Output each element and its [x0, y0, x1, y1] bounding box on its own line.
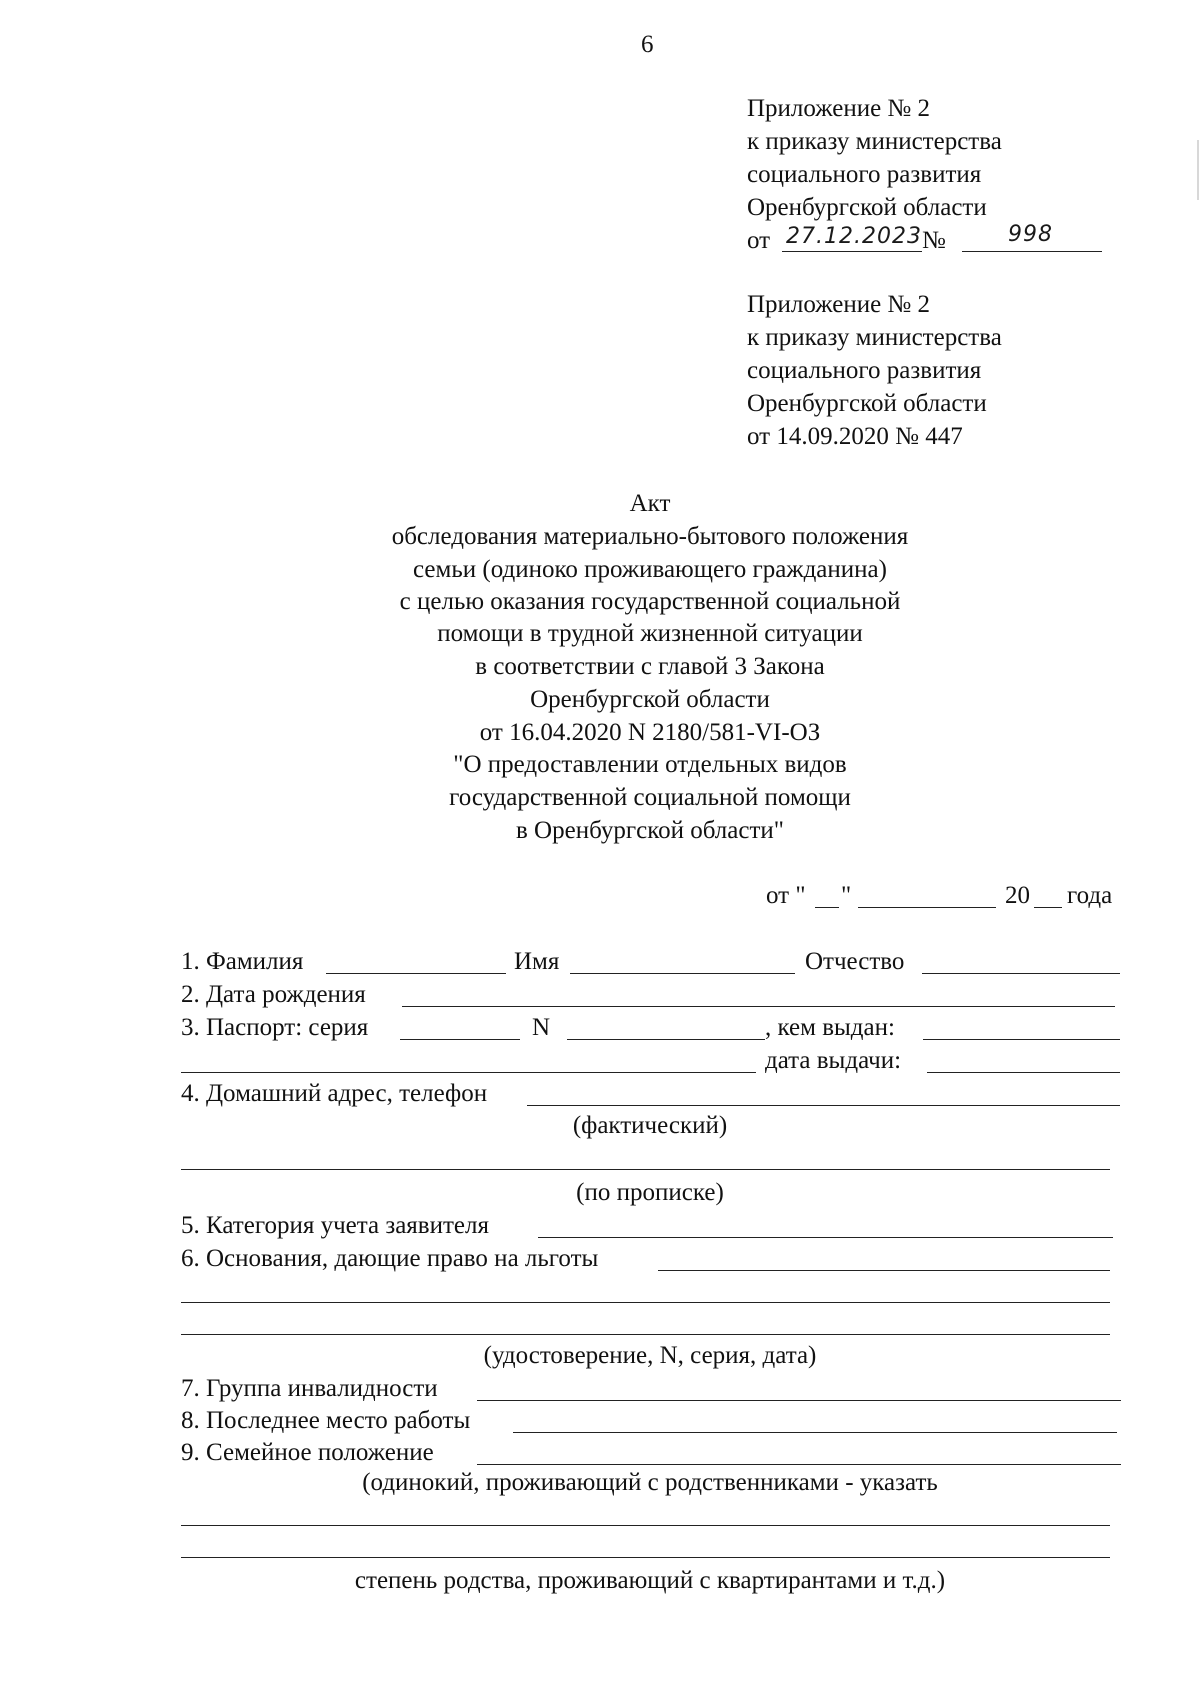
- title-line: в соответствии с главой 3 Закона: [475, 653, 825, 680]
- field-address-registration-blank[interactable]: [181, 1169, 1110, 1170]
- field-passport-n-label: N: [532, 1014, 551, 1041]
- title-line: "О предоставлении отдельных видов: [453, 751, 847, 778]
- field-benefits-blank-3[interactable]: [181, 1334, 1110, 1335]
- title-line: государственной социальной помощи: [449, 784, 851, 811]
- field-family-status-blank-3[interactable]: [181, 1557, 1110, 1558]
- field-category-label: 5. Категория учета заявителя: [181, 1212, 489, 1239]
- appendix-old-line: от 14.09.2020 № 447: [747, 423, 963, 450]
- appendix-old-line: Приложение № 2: [747, 291, 931, 318]
- field-last-work-blank[interactable]: [513, 1432, 1117, 1433]
- title-line: от 16.04.2020 N 2180/581-VI-ОЗ: [479, 719, 821, 746]
- field-issued-by-blank[interactable]: [923, 1039, 1120, 1040]
- field-address-actual-blank[interactable]: [527, 1105, 1120, 1106]
- appendix-new-date-underline: [782, 251, 922, 252]
- hint-family-1: (одинокий, проживающий с родственниками - указать: [362, 1469, 938, 1496]
- hint-family-2: степень родства, проживающий с квартирантами и т.д.): [354, 1567, 946, 1594]
- field-issue-date-label: дата выдачи:: [765, 1047, 902, 1074]
- appendix-new-line: к приказу министерства: [747, 128, 1002, 155]
- appendix-old-line: Оренбургской области: [747, 390, 987, 417]
- field-patronymic-label: Отчество: [805, 948, 905, 975]
- appendix-new-number-sign: №: [922, 227, 946, 254]
- field-birthdate-blank[interactable]: [402, 1006, 1115, 1007]
- hint-registration: (по прописке): [576, 1179, 724, 1206]
- appendix-old-line: к приказу министерства: [747, 324, 1002, 351]
- date-day-blank[interactable]: [815, 907, 839, 908]
- title-line: помощи в трудной жизненной ситуации: [437, 620, 863, 647]
- date-year-blank[interactable]: [1034, 907, 1062, 908]
- title-line: Акт: [629, 490, 671, 517]
- field-surname-blank[interactable]: [326, 973, 506, 974]
- field-benefits-blank-2[interactable]: [181, 1302, 1110, 1303]
- appendix-new-line: Приложение № 2: [747, 95, 931, 122]
- title-line: Оренбургской области: [530, 686, 770, 713]
- field-family-status-blank-2[interactable]: [181, 1525, 1110, 1526]
- field-benefits-label: 6. Основания, дающие право на льготы: [181, 1245, 599, 1272]
- date-suffix: года: [1067, 882, 1113, 909]
- field-issued-by-blank-cont[interactable]: [181, 1072, 756, 1073]
- appendix-new-date-handwritten: 27.12.2023: [786, 224, 922, 249]
- appendix-new-line: Оренбургской области: [747, 194, 987, 221]
- field-disability-label: 7. Группа инвалидности: [181, 1375, 438, 1402]
- date-month-blank[interactable]: [858, 907, 996, 908]
- appendix-new-line: социального развития: [747, 161, 982, 188]
- title-line: семьи (одиноко проживающего гражданина): [413, 556, 887, 583]
- field-passport-number-blank[interactable]: [567, 1039, 765, 1040]
- field-issue-date-blank[interactable]: [927, 1072, 1120, 1073]
- title-line: обследования материально-бытового положения: [391, 523, 909, 550]
- page-number: 6: [641, 31, 654, 58]
- title-line: с целью оказания государственной социальной: [399, 588, 901, 615]
- field-category-blank[interactable]: [538, 1237, 1113, 1238]
- hint-certificate: (удостоверение, N, серия, дата): [483, 1342, 817, 1369]
- appendix-new-number-underline: [962, 251, 1102, 252]
- title-line: в Оренбургской области": [516, 817, 784, 844]
- field-patronymic-blank[interactable]: [922, 973, 1120, 974]
- date-year-prefix: 20: [1005, 882, 1030, 909]
- field-name-label: Имя: [514, 948, 560, 975]
- date-quote-close: ": [841, 882, 852, 909]
- field-birthdate-label: 2. Дата рождения: [181, 981, 366, 1008]
- field-benefits-blank[interactable]: [658, 1270, 1110, 1271]
- field-passport-series-blank[interactable]: [400, 1039, 520, 1040]
- appendix-old-line: социального развития: [747, 357, 982, 384]
- field-address-label: 4. Домашний адрес, телефон: [181, 1080, 488, 1107]
- field-family-status-blank[interactable]: [477, 1464, 1121, 1465]
- field-last-work-label: 8. Последнее место работы: [181, 1407, 471, 1434]
- field-issued-by-label: , кем выдан:: [765, 1014, 895, 1041]
- date-prefix: от ": [766, 882, 806, 909]
- field-disability-blank[interactable]: [477, 1400, 1121, 1401]
- appendix-new-number-handwritten: 998: [1008, 222, 1053, 247]
- scan-edge-mark: [1197, 140, 1199, 200]
- field-name-blank[interactable]: [570, 973, 795, 974]
- field-passport-series-label: 3. Паспорт: серия: [181, 1014, 369, 1041]
- hint-actual: (фактический): [572, 1112, 728, 1139]
- field-family-status-label: 9. Семейное положение: [181, 1439, 434, 1466]
- field-surname-label: 1. Фамилия: [181, 948, 304, 975]
- appendix-new-date-prefix: от: [747, 227, 771, 254]
